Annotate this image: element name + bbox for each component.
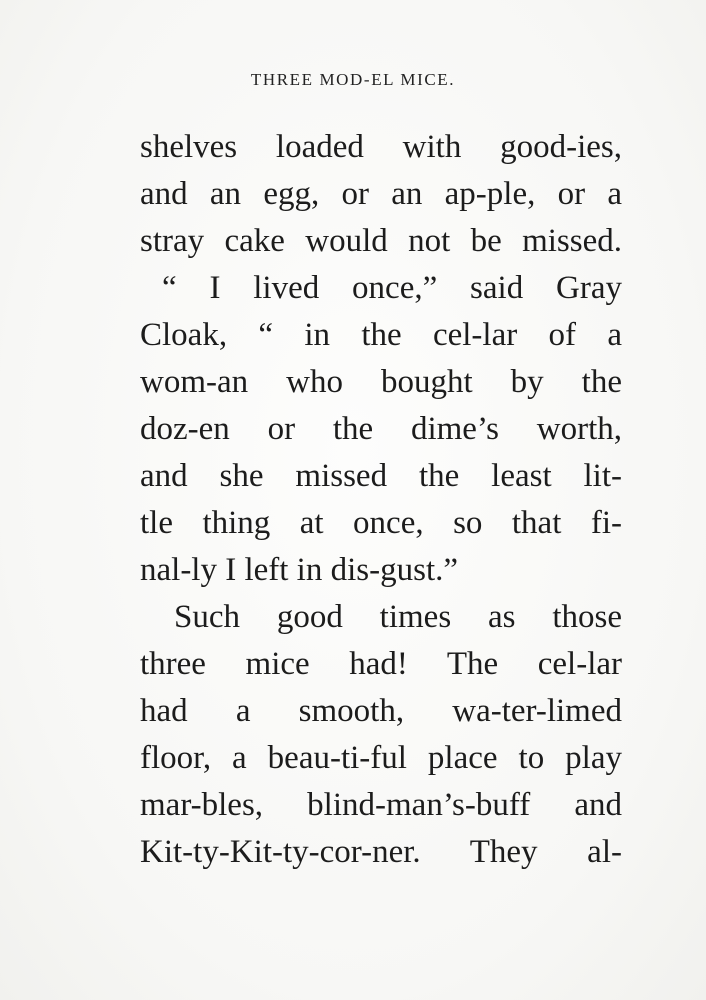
- text-line: stray cake would not be missed.: [140, 223, 622, 259]
- text-line: had a smooth, wa-ter-limed: [140, 693, 622, 729]
- text-line: Cloak, “ in the cel-lar of a: [140, 317, 622, 353]
- text-line: shelves loaded with good-ies,: [140, 129, 622, 165]
- text-line: Such good times as those: [174, 599, 622, 635]
- text-line: nal-ly I left in dis-gust.”: [140, 552, 459, 588]
- text-line: doz-en or the dime’s worth,: [140, 411, 622, 447]
- text-line: mar-bles, blind-man’s-buff and: [140, 787, 622, 823]
- text-line: floor, a beau-ti-ful place to play: [140, 740, 622, 776]
- text-line: wom-an who bought by the: [140, 364, 622, 400]
- text-line: and an egg, or an ap-ple, or a: [140, 176, 622, 212]
- body-text: [140, 124, 622, 876]
- text-line: three mice had! The cel-lar: [140, 646, 622, 682]
- text-line: Kit-ty-Kit-ty-cor-ner. They al-: [140, 834, 622, 870]
- text-line: and she missed the least lit-: [140, 458, 622, 494]
- text-line: tle thing at once, so that fi-: [140, 505, 622, 541]
- running-header: THREE MOD-EL MICE.: [250, 70, 456, 89]
- text-line: “ I lived once,” said Gray: [162, 270, 622, 306]
